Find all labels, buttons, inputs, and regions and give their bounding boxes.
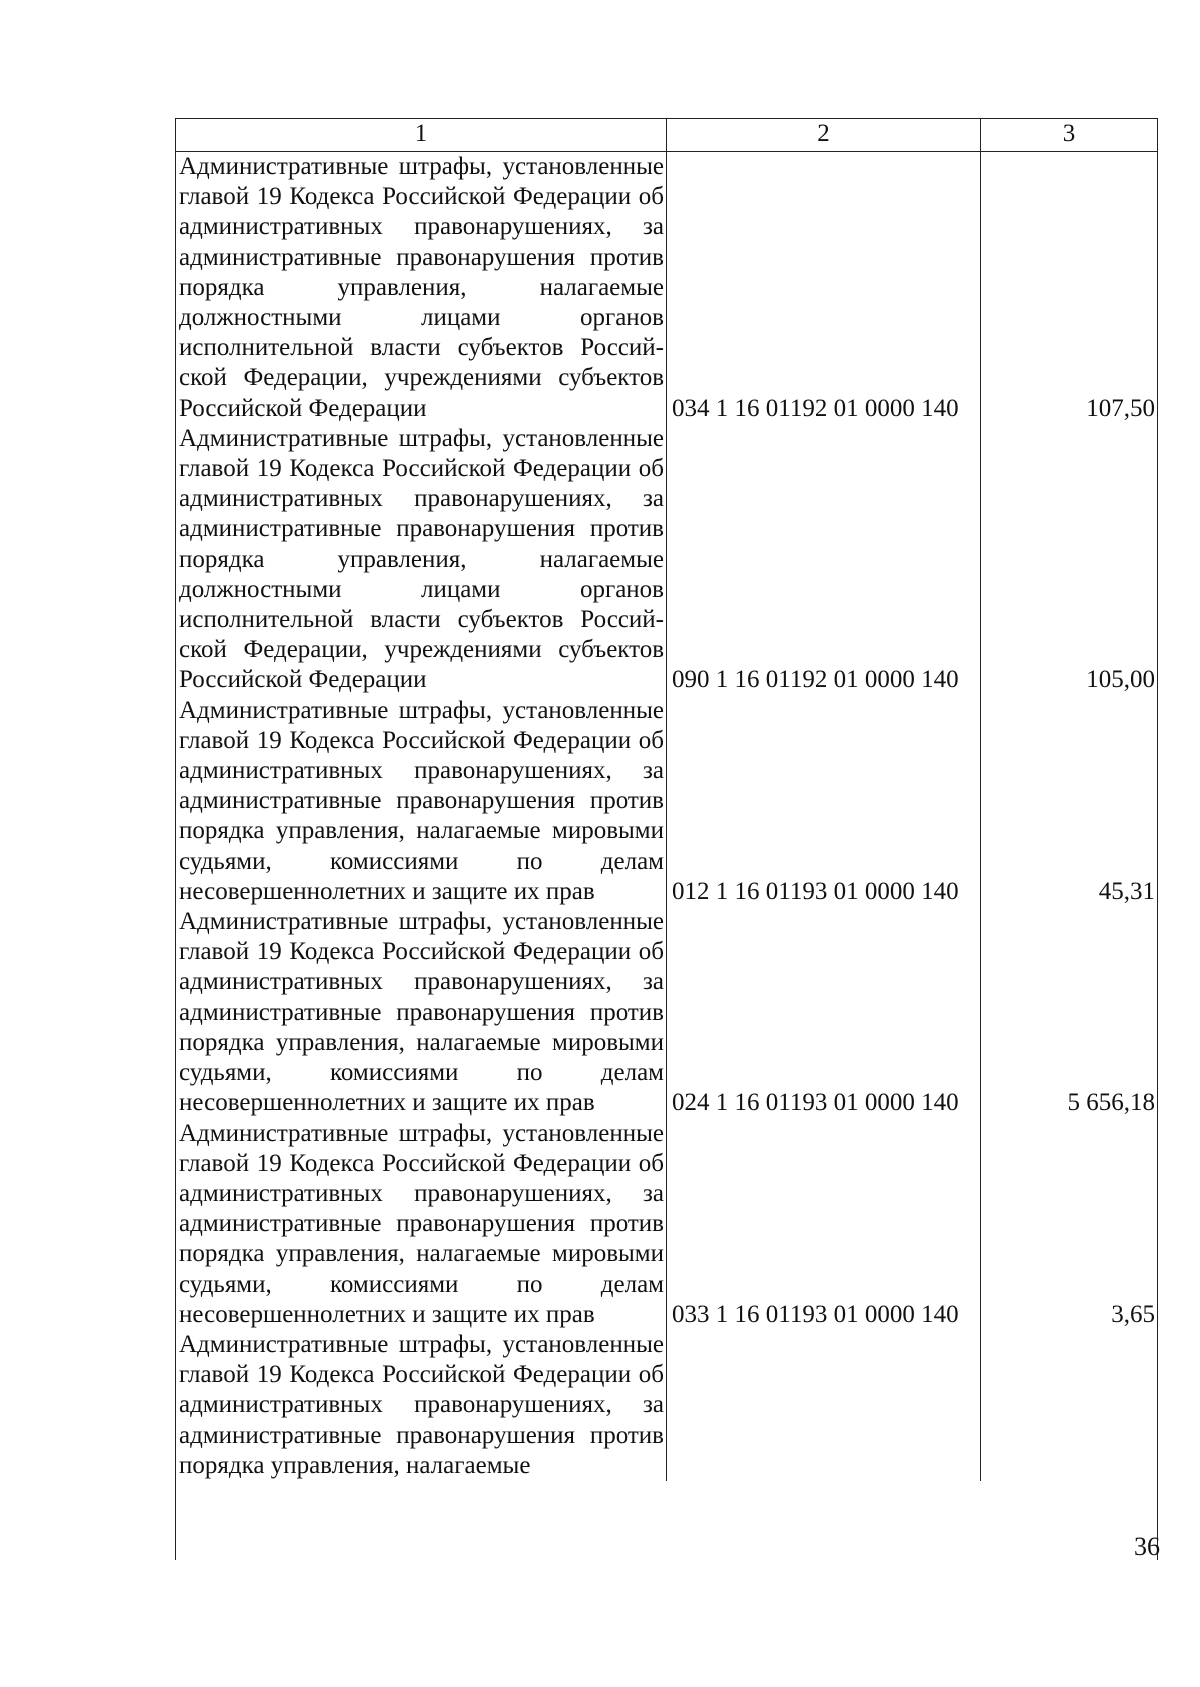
row-code: 024 1 16 01193 01 0000 140 bbox=[666, 907, 980, 1118]
row-description: Административные штрафы, установленные главой 19 Кодекса Российской Федерации об административных правонарушениях, за административные правонарушения против порядка управления, налагаемые мировыми судьями, комиссиями по делам несовершеннолетних и защите их прав bbox=[179, 696, 664, 905]
row-code bbox=[666, 1330, 980, 1481]
table-row bbox=[176, 1330, 1157, 1481]
table-row bbox=[176, 1119, 1157, 1330]
budget-table bbox=[175, 118, 1158, 1560]
table-header-row bbox=[176, 118, 1157, 152]
row-amount: 5 656,18 bbox=[980, 907, 1157, 1118]
row-code: 012 1 16 01193 01 0000 140 bbox=[666, 696, 980, 907]
row-code: 034 1 16 01192 01 0000 140 bbox=[666, 152, 980, 424]
row-description: Административные штрафы, установленные главой 19 Кодекса Российской Федерации об административных правонарушениях, за административные правонарушения против порядка управления, налагаемые мировыми судьями, комиссиями по делам несовершеннолетних и защите их прав bbox=[179, 1119, 664, 1328]
header-col-1: 1 bbox=[414, 120, 428, 147]
table-row bbox=[176, 696, 1157, 907]
table-row bbox=[176, 907, 1157, 1118]
header-col-2: 2 bbox=[666, 119, 980, 151]
table-row bbox=[176, 152, 1157, 424]
table-row bbox=[176, 424, 1157, 696]
row-amount: 45,31 bbox=[980, 696, 1157, 907]
row-amount: 107,50 bbox=[980, 152, 1157, 424]
row-code: 090 1 16 01192 01 0000 140 bbox=[666, 424, 980, 696]
row-description: Административные штрафы, установленные главой 19 Кодекса Российской Федерации об административных правонарушениях, за административные правонарушения против порядка управления, налагаемые bbox=[179, 1330, 664, 1479]
page-number: 36 bbox=[1134, 1532, 1160, 1561]
row-code: 033 1 16 01193 01 0000 140 bbox=[666, 1119, 980, 1330]
header-col-3: 3 bbox=[980, 119, 1157, 151]
row-amount bbox=[980, 1330, 1157, 1481]
row-amount: 3,65 bbox=[980, 1119, 1157, 1330]
row-description: Административные штрафы, установленные главой 19 Кодекса Российской Федерации об административных правонарушениях, за административные правонарушения против порядка управления, налагаемые мировыми судьями, комиссиями по делам несовершеннолетних и защите их прав bbox=[179, 908, 664, 1117]
row-amount: 105,00 bbox=[980, 424, 1157, 696]
row-description: Административные штрафы, установленные главой 19 Кодекса Российской Федерации об административных правонарушениях, за административные правонарушения против порядка управления, налагаемые должностными лицами органов исполнительной власти субъектов Российской Федерации, учреждениями субъектов Российской Федерации bbox=[179, 153, 664, 422]
row-description: Административные штрафы, установленные главой 19 Кодекса Российской Федерации об административных правонарушениях, за административные правонарушения против порядка управления, налагаемые должностными лицами органов исполнительной власти субъектов Российской Федерации, учреждениями субъектов Российской Федерации bbox=[179, 424, 664, 694]
